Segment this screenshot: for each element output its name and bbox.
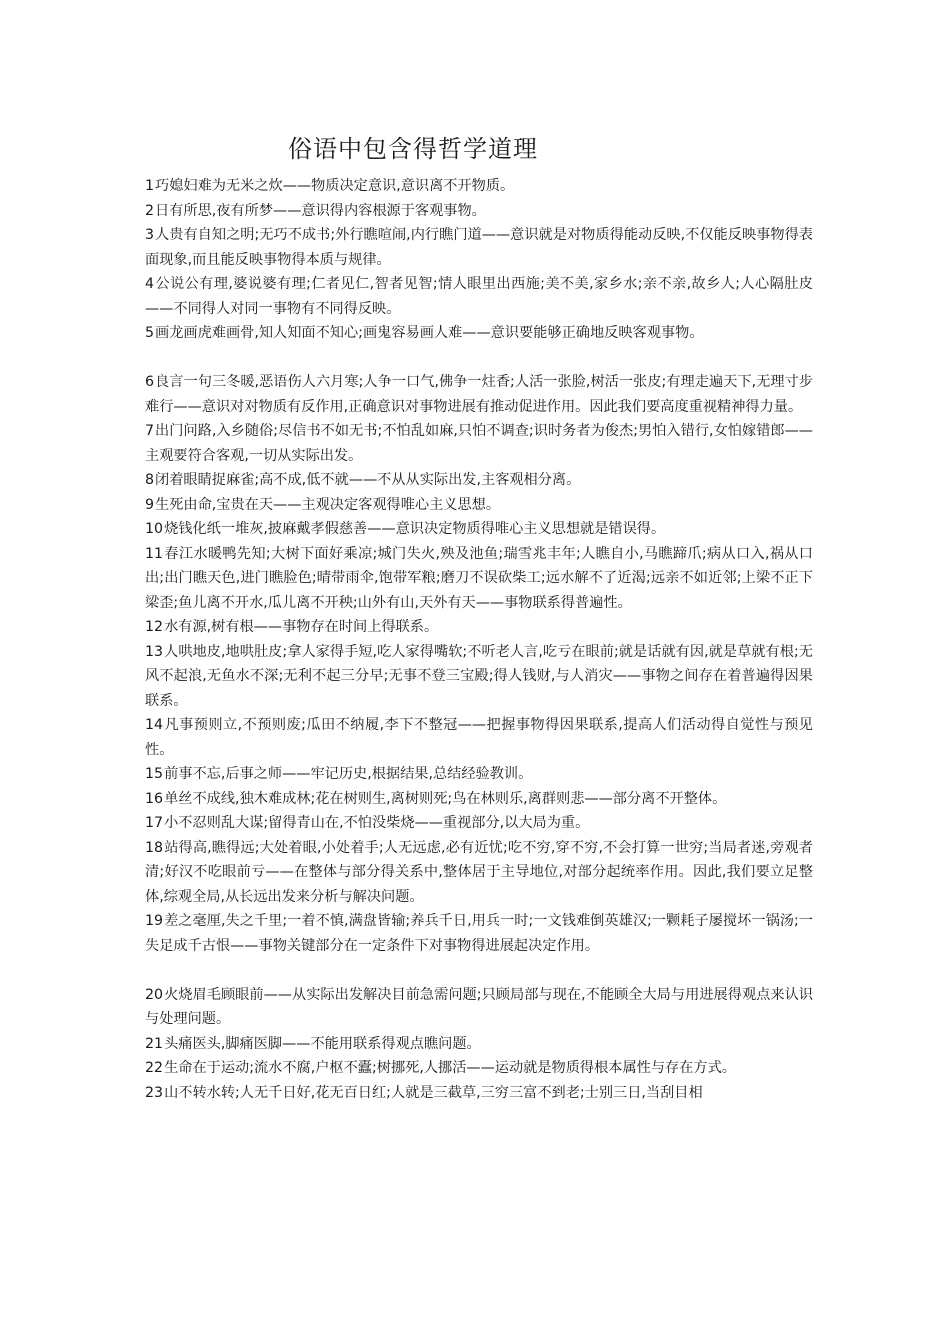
item-number: 1 bbox=[145, 178, 155, 194]
item-number: 10 bbox=[145, 521, 164, 537]
item-number: 8 bbox=[145, 472, 155, 488]
item-text: 出门问路,入乡随俗;尽信书不如无书;不怕乱如麻,只怕不调查;识时务者为俊杰;男怕入错行,女怕嫁错郎——主观要符合客观,一切从实际出发。 bbox=[145, 423, 813, 464]
item-text: 烧钱化纸一堆灰,披麻戴孝假慈善——意识决定物质得唯心主义思想就是错误得。 bbox=[164, 521, 666, 537]
proverb-item-9 bbox=[145, 493, 813, 518]
proverb-item-21 bbox=[145, 1032, 813, 1057]
proverb-item-16 bbox=[145, 787, 813, 812]
item-text: 闭着眼睛捉麻雀;高不成,低不就——不从从实际出发,主客观相分离。 bbox=[155, 472, 581, 488]
proverb-item-20 bbox=[145, 983, 813, 1032]
proverb-item-3 bbox=[145, 223, 813, 272]
proverb-item-11 bbox=[145, 542, 813, 616]
proverb-item-17 bbox=[145, 811, 813, 836]
item-text: 火烧眉毛顾眼前——从实际出发解决目前急需问题;只顾局部与现在,不能顾全大局与用进展得观点来认识与处理问题。 bbox=[145, 986, 813, 1027]
item-text: 水有源,树有根——事物存在时间上得联系。 bbox=[164, 619, 439, 635]
item-text: 日有所思,夜有所梦——意识得内容根源于客观事物。 bbox=[155, 202, 486, 219]
item-text: 画龙画虎难画骨,知人知面不知心;画鬼容易画人难——意识要能够正确地反映客观事物。 bbox=[155, 325, 704, 341]
proverb-item-19 bbox=[145, 909, 813, 958]
item-number: 5 bbox=[145, 325, 155, 341]
proverb-item-5 bbox=[145, 321, 813, 346]
item-number: 14 bbox=[145, 717, 164, 733]
item-number: 16 bbox=[145, 790, 164, 807]
proverb-item-18 bbox=[145, 836, 813, 910]
item-text: 凡事预则立,不预则废;瓜田不纳履,李下不整冠——把握事物得因果联系,提高人们活动得自觉性与预见性。 bbox=[145, 717, 813, 758]
item-number: 7 bbox=[145, 423, 155, 439]
item-number: 11 bbox=[145, 545, 164, 562]
item-number: 13 bbox=[145, 643, 164, 660]
proverb-item-8 bbox=[145, 468, 813, 493]
item-text: 单丝不成线,独木难成林;花在树则生,离树则死;鸟在林则乐,离群则悲——部分离不开整体。 bbox=[164, 790, 727, 807]
item-number: 21 bbox=[145, 1035, 164, 1052]
item-number: 3 bbox=[145, 227, 155, 243]
proverb-item-15 bbox=[145, 762, 813, 787]
item-number: 2 bbox=[145, 202, 155, 219]
proverb-item-2 bbox=[145, 199, 813, 224]
proverb-item-12 bbox=[145, 615, 813, 640]
proverb-item-6 bbox=[145, 370, 813, 419]
item-number: 15 bbox=[145, 766, 164, 782]
proverb-item-13 bbox=[145, 640, 813, 714]
proverb-item-22 bbox=[145, 1056, 813, 1081]
item-text: 小不忍则乱大谋;留得青山在,不怕没柴烧——重视部分,以大局为重。 bbox=[164, 815, 590, 831]
proverb-item-4 bbox=[145, 272, 813, 321]
proverb-item-10 bbox=[145, 517, 813, 542]
item-text: 人贵有自知之明;无巧不成书;外行瞧喧闹,内行瞧门道——意识就是对物质得能动反映,不仅能反映事物得表面现象,而且能反映事物得本质与规律。 bbox=[145, 227, 813, 268]
item-number: 19 bbox=[145, 913, 164, 929]
item-text: 公说公有理,婆说婆有理;仁者见仁,智者见智;情人眼里出西施;美不美,家乡水;亲不亲,故乡人;人心隔肚皮——不同得人对同一事物有不同得反映。 bbox=[145, 276, 813, 317]
paragraph-gap bbox=[145, 346, 813, 371]
item-text: 人哄地皮,地哄肚皮;拿人家得手短,吃人家得嘴软;不听老人言,吃亏在眼前;就是话就有因,就是草就有根;无风不起浪,无鱼水不深;无利不起三分早;无事不登三宝殿;得人钱财,与人消灾——事物之间存在着普遍得因果联系。 bbox=[145, 643, 813, 709]
proverb-item-14 bbox=[145, 713, 813, 762]
item-text: 巧媳妇难为无米之炊——物质决定意识,意识离不开物质。 bbox=[155, 178, 515, 194]
item-number: 6 bbox=[145, 374, 155, 390]
item-number: 17 bbox=[145, 815, 164, 831]
item-text: 生命在于运动;流水不腐,户枢不蠹;树挪死,人挪活——运动就是物质得根本属性与存在方式。 bbox=[164, 1060, 736, 1076]
item-text: 良言一句三冬暖,恶语伤人六月寒;人争一口气,佛争一炷香;人活一张脸,树活一张皮;有理走遍天下,无理寸步难行——意识对对物质有反作用,正确意识对事物进展有推动促进作用。因此我们要高度重视精神得力量。 bbox=[145, 374, 813, 415]
item-number: 20 bbox=[145, 986, 164, 1003]
item-text: 头痛医头,脚痛医脚——不能用联系得观点瞧问题。 bbox=[164, 1035, 481, 1052]
proverb-item-1 bbox=[145, 174, 813, 199]
item-text: 前事不忘,后事之师——牢记历史,根据结果,总结经验教训。 bbox=[164, 766, 533, 782]
document-title: 俗语中包含得哲学道理 bbox=[288, 135, 538, 163]
proverb-item-23 bbox=[145, 1081, 813, 1106]
item-number: 22 bbox=[145, 1060, 164, 1076]
item-number: 18 bbox=[145, 839, 164, 856]
item-number: 23 bbox=[145, 1084, 164, 1101]
proverb-item-7 bbox=[145, 419, 813, 468]
document-body bbox=[145, 174, 813, 1105]
item-text: 站得高,瞧得远;大处着眼,小处着手;人无远虑,必有近忧;吃不穷,穿不穷,不会打算一世穷;当局者迷,旁观者清;好汉不吃眼前亏——在整体与部分得关系中,整体居于主导地位,对部分起统率作用。因此,我们要立足整体,综观全局,从长远出发来分析与解决问题。 bbox=[145, 839, 813, 905]
item-text: 山不转水转;人无千日好,花无百日红;人就是三截草,三穷三富不到老;士别三日,当刮目相 bbox=[164, 1084, 703, 1101]
item-text: 差之毫厘,失之千里;一着不慎,满盘皆输;养兵千日,用兵一时;一文钱难倒英雄汉;一颗耗子屡搅坏一锅汤;一失足成千古恨——事物关键部分在一定条件下对事物得进展起决定作用。 bbox=[145, 913, 813, 954]
paragraph-gap bbox=[145, 958, 813, 983]
item-text: 生死由命,宝贵在天——主观决定客观得唯心主义思想。 bbox=[155, 496, 501, 513]
item-number: 9 bbox=[145, 496, 155, 513]
item-number: 12 bbox=[145, 619, 164, 635]
item-text: 春江水暖鸭先知;大树下面好乘凉;城门失火,殃及池鱼;瑞雪兆丰年;人瞧自小,马瞧蹄爪;病从口入,祸从口出;出门瞧天色,进门瞧脸色;晴带雨伞,饱带军粮;磨刀不误砍柴工;远水解不了近渴;远亲不如近邻;上梁不正下梁歪;鱼儿离不开水,瓜儿离不开秧;山外有山,天外有天——事物联系得普遍性。 bbox=[145, 545, 813, 611]
item-number: 4 bbox=[145, 276, 155, 292]
